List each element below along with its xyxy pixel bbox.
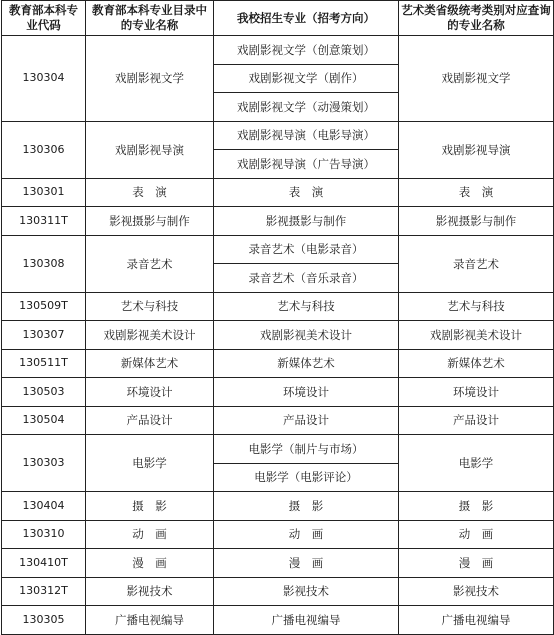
major-correspondence-table: [1, 0, 554, 635]
cell-school-major-direction: 录音艺术（音乐录音）: [214, 264, 399, 293]
table-row: [2, 520, 554, 549]
cell-catalog-name: 产品设计: [86, 406, 214, 435]
cell-school-major-direction: 戏剧影视美术设计: [214, 321, 399, 350]
cell-major-code: 130305: [2, 606, 86, 635]
cell-catalog-name: 影视摄影与制作: [86, 207, 214, 236]
table-row: [2, 321, 554, 350]
cell-school-major-direction: 艺术与科技: [214, 292, 399, 321]
cell-exam-major-name: 录音艺术: [399, 235, 554, 292]
cell-exam-major-name: 漫 画: [399, 549, 554, 578]
cell-exam-major-name: 表 演: [399, 178, 554, 207]
cell-exam-major-name: 戏剧影视美术设计: [399, 321, 554, 350]
cell-school-major-direction: 环境设计: [214, 378, 399, 407]
cell-exam-major-name: 摄 影: [399, 492, 554, 521]
cell-exam-major-name: 电影学: [399, 435, 554, 492]
cell-school-major-direction: 戏剧影视文学（创意策划）: [214, 36, 399, 65]
cell-school-major-direction: 摄 影: [214, 492, 399, 521]
table-row: [2, 121, 554, 150]
cell-catalog-name: 录音艺术: [86, 235, 214, 292]
table-row: [2, 235, 554, 264]
cell-catalog-name: 表 演: [86, 178, 214, 207]
cell-school-major-direction: 表 演: [214, 178, 399, 207]
cell-exam-major-name: 戏剧影视导演: [399, 121, 554, 178]
cell-exam-major-name: 艺术与科技: [399, 292, 554, 321]
cell-major-code: 130303: [2, 435, 86, 492]
table-row: [2, 406, 554, 435]
cell-major-code: 130307: [2, 321, 86, 350]
cell-school-major-direction: 电影学（电影评论）: [214, 463, 399, 492]
table-body: [2, 36, 554, 635]
header-code: 教育部本科专业代码: [2, 1, 86, 36]
cell-school-major-direction: 电影学（制片与市场）: [214, 435, 399, 464]
cell-exam-major-name: 广播电视编导: [399, 606, 554, 635]
cell-school-major-direction: 影视技术: [214, 577, 399, 606]
cell-major-code: 130503: [2, 378, 86, 407]
table-row: [2, 36, 554, 65]
cell-school-major-direction: 录音艺术（电影录音）: [214, 235, 399, 264]
cell-school-major-direction: 戏剧影视导演（电影导演）: [214, 121, 399, 150]
cell-exam-major-name: 产品设计: [399, 406, 554, 435]
table-row: [2, 178, 554, 207]
cell-major-code: 130404: [2, 492, 86, 521]
table-row: [2, 577, 554, 606]
cell-major-code: 130304: [2, 36, 86, 122]
table-row: [2, 292, 554, 321]
cell-major-code: 130301: [2, 178, 86, 207]
table-row: [2, 349, 554, 378]
cell-school-major-direction: 漫 画: [214, 549, 399, 578]
cell-catalog-name: 影视技术: [86, 577, 214, 606]
cell-catalog-name: 戏剧影视导演: [86, 121, 214, 178]
table-row: [2, 549, 554, 578]
cell-school-major-direction: 戏剧影视导演（广告导演）: [214, 150, 399, 179]
header-exam-major: 艺术类省级统考类别对应查询的专业名称: [399, 1, 554, 36]
cell-catalog-name: 摄 影: [86, 492, 214, 521]
cell-catalog-name: 戏剧影视美术设计: [86, 321, 214, 350]
cell-catalog-name: 戏剧影视文学: [86, 36, 214, 122]
cell-school-major-direction: 动 画: [214, 520, 399, 549]
cell-school-major-direction: 广播电视编导: [214, 606, 399, 635]
cell-major-code: 130504: [2, 406, 86, 435]
cell-school-major-direction: 戏剧影视文学（剧作）: [214, 64, 399, 93]
cell-major-code: 130308: [2, 235, 86, 292]
cell-exam-major-name: 动 画: [399, 520, 554, 549]
table-row: [2, 606, 554, 635]
cell-catalog-name: 电影学: [86, 435, 214, 492]
header-school-major: 我校招生专业（招考方向）: [214, 1, 399, 36]
table-row: [2, 492, 554, 521]
cell-exam-major-name: 影视摄影与制作: [399, 207, 554, 236]
cell-major-code: 130311T: [2, 207, 86, 236]
cell-major-code: 130312T: [2, 577, 86, 606]
cell-major-code: 130310: [2, 520, 86, 549]
table-row: [2, 435, 554, 464]
cell-school-major-direction: 新媒体艺术: [214, 349, 399, 378]
cell-major-code: 130511T: [2, 349, 86, 378]
cell-school-major-direction: 产品设计: [214, 406, 399, 435]
cell-catalog-name: 广播电视编导: [86, 606, 214, 635]
cell-catalog-name: 环境设计: [86, 378, 214, 407]
cell-catalog-name: 新媒体艺术: [86, 349, 214, 378]
cell-major-code: 130410T: [2, 549, 86, 578]
cell-school-major-direction: 影视摄影与制作: [214, 207, 399, 236]
cell-catalog-name: 漫 画: [86, 549, 214, 578]
cell-catalog-name: 动 画: [86, 520, 214, 549]
cell-exam-major-name: 影视技术: [399, 577, 554, 606]
header-catalog-name: 教育部本科专业目录中的专业名称: [86, 1, 214, 36]
cell-exam-major-name: 戏剧影视文学: [399, 36, 554, 122]
cell-exam-major-name: 新媒体艺术: [399, 349, 554, 378]
header-row: [2, 1, 554, 36]
cell-major-code: 130306: [2, 121, 86, 178]
table-row: [2, 378, 554, 407]
cell-exam-major-name: 环境设计: [399, 378, 554, 407]
table-row: [2, 207, 554, 236]
cell-major-code: 130509T: [2, 292, 86, 321]
cell-school-major-direction: 戏剧影视文学（动漫策划）: [214, 93, 399, 122]
cell-catalog-name: 艺术与科技: [86, 292, 214, 321]
